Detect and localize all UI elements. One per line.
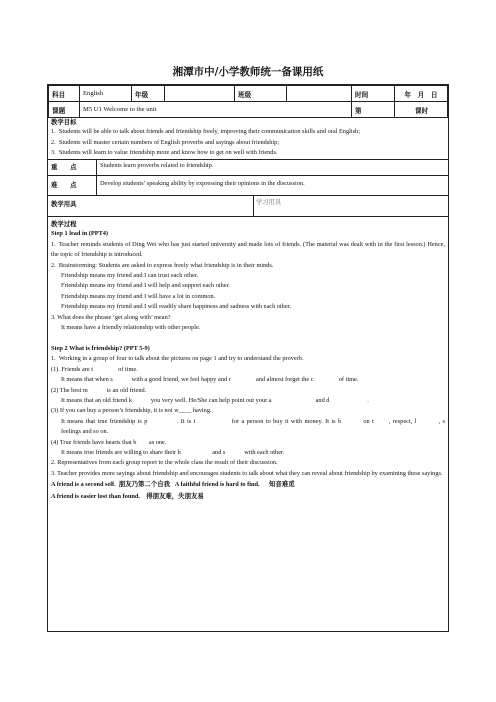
goals-heading: 教学目标 — [51, 118, 77, 126]
example-line: Friendship means my friend and I will have a lot in common. — [61, 292, 216, 300]
lesson-meta-table — [48, 85, 448, 118]
saying-line — [51, 479, 445, 490]
class-value — [287, 86, 352, 102]
saying-en: A friend is easier lost than found. — [51, 492, 140, 500]
saying-en: A faithful friend is hard to find. — [174, 481, 260, 489]
proverb-explanation: It means that when s with a good friend, we feel happy and r and almost forget the c of time. — [61, 376, 359, 384]
date-value: 年 月 日 — [395, 86, 448, 102]
student-tools-label: 学习用具 — [256, 199, 282, 206]
goal-item: 2. Students will master certain numbers of English proverbs and sayings about friendship; — [51, 138, 280, 146]
proverb-item: (3) If you can buy a person’s friendship, it is not w____ having. — [51, 407, 212, 415]
sequence-label: 第 — [352, 102, 395, 118]
topic-value: M5 U1 Welcome to the unit — [80, 102, 352, 118]
page-title: 湘潭市中/小学教师统一备课用纸 — [172, 66, 324, 78]
difficulty-label: 难 点 — [51, 181, 77, 189]
proverb-item: (2) The best m is an old friend. — [51, 386, 147, 394]
topic-label: 课题 — [49, 102, 80, 118]
key-point-label: 重 点 — [51, 163, 77, 171]
step-item: 1. Teacher reminds students of Ding Wei who has just started university and made lots of friends. (The material was dealt with in the first lesson.) Hence, the topic of friendship is introduced. — [51, 240, 445, 259]
proverb-item: (4) True friends have hearts that b as one. — [51, 438, 167, 446]
divider — [48, 159, 448, 160]
period-label: 课时 — [395, 102, 448, 118]
process-heading: 教学过程 — [51, 220, 77, 228]
step-item: 2. Brainstorming: Students are asked to express freely what friendship is in their minds. — [51, 261, 274, 269]
step-item: 1. Working in a group of four to talk about the pictures on page 1 and try to understand the proverb. — [51, 355, 304, 363]
time-label: 时间 — [352, 86, 395, 102]
tools-label: 教学用具 — [51, 200, 77, 208]
process-section — [51, 219, 464, 502]
saying-cn: 得朋友难，失朋友易 — [146, 491, 204, 500]
step-heading: Step 2 What is friendship? (PPT 5-9) — [51, 344, 150, 352]
goal-item: 3. Students will learn to value friendship more and know how to get on well with friends. — [51, 149, 278, 157]
proverb-explanation: It means that true friendship is p . It is i for a person to buy it with money. It is b on t , respect, l , s feelings and so on. — [61, 417, 464, 436]
example-line: Friendship means my friend and I can trust each other. — [61, 272, 199, 280]
divider — [48, 195, 448, 196]
proverb-explanation: It means that an old friend k you very well. He/She can help point out your a and d . — [61, 396, 369, 404]
example-line: It means have a friendly relationship with other people. — [61, 324, 201, 332]
difficulty-text: Develop students’ speaking ability by expressing their opinions in the discussion. — [100, 180, 305, 187]
saying-line — [51, 491, 445, 502]
subject-value: English — [80, 86, 132, 102]
divider — [96, 159, 97, 195]
grade-label: 年级 — [132, 86, 165, 102]
class-label: 班级 — [235, 86, 287, 102]
step-heading: Step 1 lead in (PPT4) — [51, 230, 109, 238]
saying-en: A friend is a second self. — [51, 481, 116, 489]
goals-section — [51, 117, 445, 159]
saying-cn: 知音难觅 — [269, 480, 295, 489]
divider — [48, 216, 448, 217]
key-point-text: Students learn proverbs related to friendship. — [100, 162, 214, 169]
example-line: Friendship means my friend and I will readily share happiness and sadness with each other. — [61, 303, 291, 311]
subject-label: 科目 — [49, 86, 80, 102]
lesson-plan-form — [47, 84, 464, 632]
saying-cn: 朋友乃第二个自我 — [118, 480, 170, 489]
step-item: 2. Representatives from each group report to the whole class the result of their discussion. — [51, 459, 278, 467]
divider — [48, 175, 448, 176]
step-item: 3. Teacher provides more sayings about friendship and encourages students to talk about what they can reveal about friendship by examining these sayings. — [51, 469, 443, 477]
step-item: 3. What does the phrase ‘get along with’ mean? — [51, 313, 171, 321]
example-line: Friendship means my friend and I will help and support each other. — [61, 282, 230, 290]
proverb-item: (1). Friends are t of time. — [51, 365, 138, 373]
goal-item: 1. Students will be able to talk about friends and friendship freely, improving their communication skills and oral English; — [51, 128, 360, 136]
divider — [253, 195, 254, 216]
grade-value — [165, 86, 235, 102]
proverb-explanation: It means true friends are willing to share their h and s with each other. — [61, 448, 285, 456]
